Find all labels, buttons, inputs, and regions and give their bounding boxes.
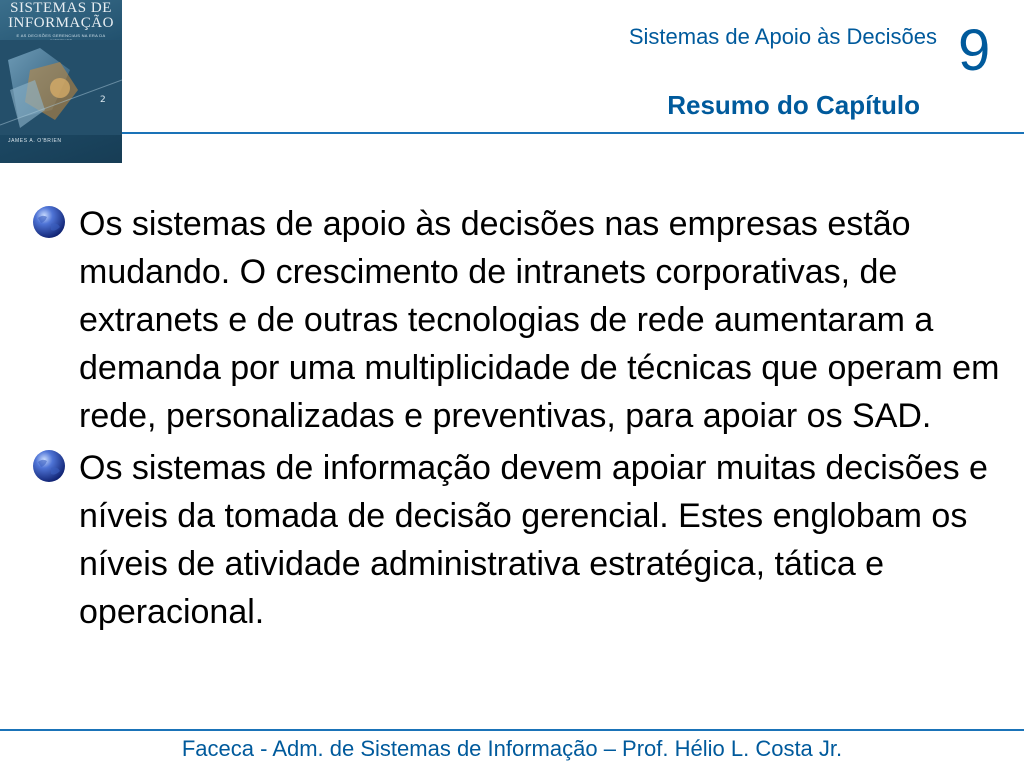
book-cover-author: JAMES A. O'BRIEN bbox=[8, 138, 62, 144]
bullet-text: Os sistemas de apoio às decisões nas empresas estão mudando. O crescimento de intranets corporativas, de extranets e de outras tecnologias de rede aumentaram a demanda por uma multiplicidade de técnicas que operam em rede, personalizadas e preventivas, para apoiar os SAD. bbox=[79, 205, 1000, 435]
book-cover-subtitle: E AS DECISÕES GERENCIAIS NA ERA DA bbox=[16, 33, 106, 38]
book-cover-title bbox=[0, 1, 122, 31]
header-divider bbox=[122, 132, 1024, 134]
globe-bullet-icon bbox=[31, 448, 67, 484]
chapter-number: 9 bbox=[958, 18, 991, 83]
book-cover-artwork bbox=[0, 40, 122, 135]
slide-header-title: Sistemas de Apoio às Decisões bbox=[628, 24, 937, 49]
section-title: Resumo do Capítulo bbox=[667, 90, 920, 120]
slide-footer: Faceca - Adm. de Sistemas de Informação – Prof. Hélio L. Costa Jr. bbox=[181, 736, 843, 761]
bullet-text: Os sistemas de informação devem apoiar muitas decisões e níveis da tomada de decisão gerencial. Estes englobam os níveis de atividade administrativa estratégica, tática e operacional. bbox=[79, 449, 988, 631]
book-cover-title-line1: SISTEMAS DE bbox=[10, 0, 112, 16]
bullet-item bbox=[31, 444, 1006, 636]
book-cover-edition: 2 bbox=[100, 95, 106, 105]
bullet-list bbox=[31, 200, 1006, 640]
bullet-item bbox=[31, 200, 1006, 440]
book-cover-image bbox=[0, 0, 122, 163]
book-cover-title-line2: INFORMAÇÃO bbox=[8, 15, 114, 31]
footer-divider bbox=[0, 729, 1024, 731]
globe-bullet-icon bbox=[31, 204, 67, 240]
